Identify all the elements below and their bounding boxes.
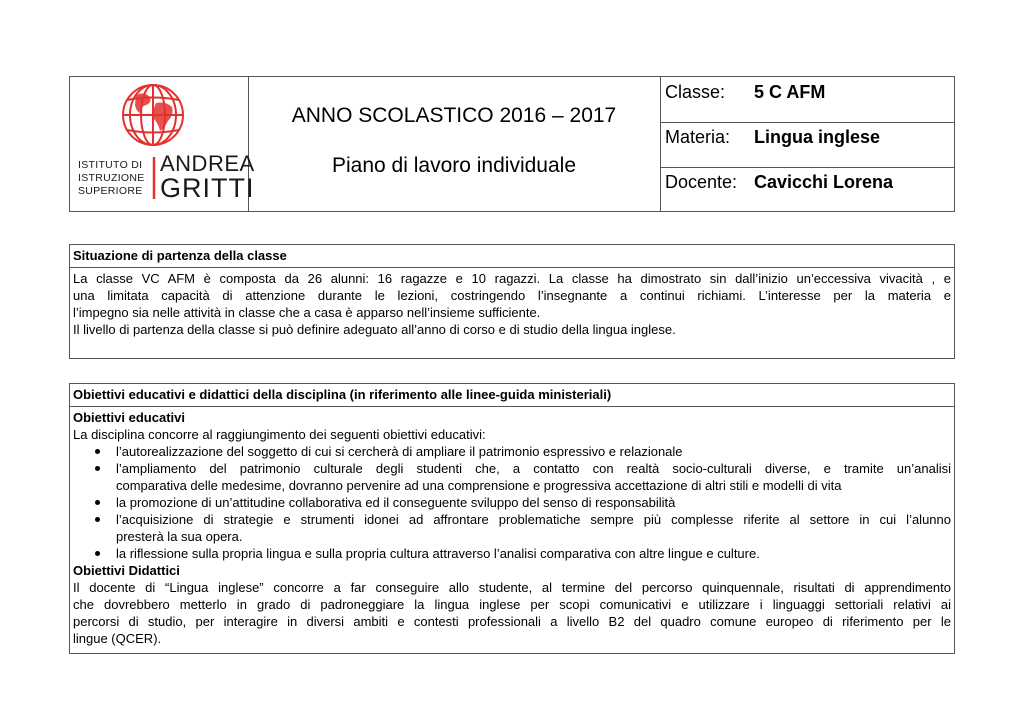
bullet-icon [95, 449, 100, 454]
logo-text-small [78, 159, 145, 198]
subsection-title: Obiettivi Didattici [73, 563, 180, 578]
section-obiettivi [69, 383, 955, 654]
info-value: Lingua inglese [754, 127, 881, 147]
paragraph-line: percorsi di studio, per interagire in diversi ambiti e contesti professionali a livello B2 del quadro comune europeo di riferimento per le [73, 614, 951, 629]
page-subtitle: Piano di lavoro individuale [332, 154, 576, 177]
info-label: Materia: [665, 127, 731, 147]
bullet-icon [95, 500, 100, 505]
list-item [73, 511, 951, 545]
header-table [69, 76, 955, 212]
section-situazione [69, 244, 955, 359]
info-value: 5 C AFM [754, 82, 826, 102]
info-label: Classe: [665, 82, 726, 102]
list-item-line: l’acquisizione di strategie e strumenti idonei ad affrontare problematiche sempre più complesse riferite al settore in cui l’alunno [116, 512, 951, 527]
subsection-title: Obiettivi educativi [73, 410, 185, 425]
paragraph-line: l’impegno sia nelle attività in classe che a casa è apparso nell’insieme sufficiente. [73, 305, 541, 320]
paragraph-line: La classe VC AFM è composta da 26 alunni: 16 ragazze e 10 ragazzi. La classe ha dimostrato sin dall’inizio un’eccessiva vivacità , e [73, 271, 951, 286]
logo-text-big [160, 151, 255, 203]
list-item-line: comparativa delle medesime, dovranno pervenire ad una comprensione e progressiva accettazione di altri stili e modelli di vita [116, 478, 842, 493]
list-item-line: la promozione di un’attitudine collaborativa ed il conseguente sviluppo del senso di responsabilità [116, 495, 676, 510]
info-value: Cavicchi Lorena [754, 172, 894, 192]
page-title: ANNO SCOLASTICO 2016 – 2017 [291, 104, 617, 127]
bullet-icon [95, 466, 100, 471]
title-cell [248, 77, 661, 211]
list-item [73, 494, 951, 511]
section-heading: Situazione di partenza della classe [70, 245, 954, 268]
info-label: Docente: [665, 172, 738, 192]
section-body [70, 407, 954, 647]
list-item-line: l’ampliamento del patrimonio culturale degli studenti che, a contatto con realtà socio-culturali diverse, e tramite un’analisi [116, 461, 951, 476]
logo-cell [70, 77, 255, 211]
logo-small-line: SUPERIORE [78, 185, 143, 197]
paragraph-line: lingue (QCER). [73, 631, 162, 646]
logo-big-line: GRITTI [160, 173, 255, 203]
bullet-list [73, 443, 951, 562]
list-item-line: l’autorealizzazione del soggetto di cui si cercherà di ampliare il patrimonio espressivo e relazionale [116, 444, 683, 459]
logo-big-line: ANDREA [160, 151, 255, 176]
paragraph-line: una limitata capacità di attenzione durante le lezioni, costringendo l’insegnante a continui richiami. L’interesse per la materia e [73, 288, 951, 303]
paragraph-line: che dovrebbero metterlo in grado di padroneggiare la lingua inglese per scopi comunicativi e utilizzare i linguaggi settoriali relativi ai [73, 597, 951, 612]
list-item-line: la riflessione sulla propria lingua e sulla propria cultura attraverso l’analisi comparativa con altre lingue e culture. [116, 546, 760, 561]
info-cell [660, 77, 954, 211]
paragraph-line: Il livello di partenza della classe si può definire adeguato all’anno di corso e di studio della lingua inglese. [73, 322, 676, 337]
list-item [73, 545, 951, 562]
paragraph-line: Il docente di “Lingua inglese” concorre a far conseguire allo studente, al termine del percorso quinquennale, risultati di apprendimento [73, 580, 951, 595]
info-row-docente [660, 167, 954, 212]
bullet-icon [95, 517, 100, 522]
info-row-materia [660, 122, 954, 168]
section-body [70, 268, 954, 338]
list-item [73, 460, 951, 494]
bullet-icon [95, 551, 100, 556]
section-heading: Obiettivi educativi e didattici della disciplina (in riferimento alle linee-guida ministeriali) [70, 384, 954, 407]
logo-small-line: ISTITUTO DI [78, 159, 143, 171]
info-row-classe [660, 77, 954, 123]
list-item-line: presterà la sua opera. [116, 529, 243, 544]
list-item [73, 443, 951, 460]
paragraph-line: La disciplina concorre al raggiungimento dei seguenti obiettivi educativi: [73, 427, 486, 442]
logo-small-line: ISTRUZIONE [78, 172, 145, 184]
